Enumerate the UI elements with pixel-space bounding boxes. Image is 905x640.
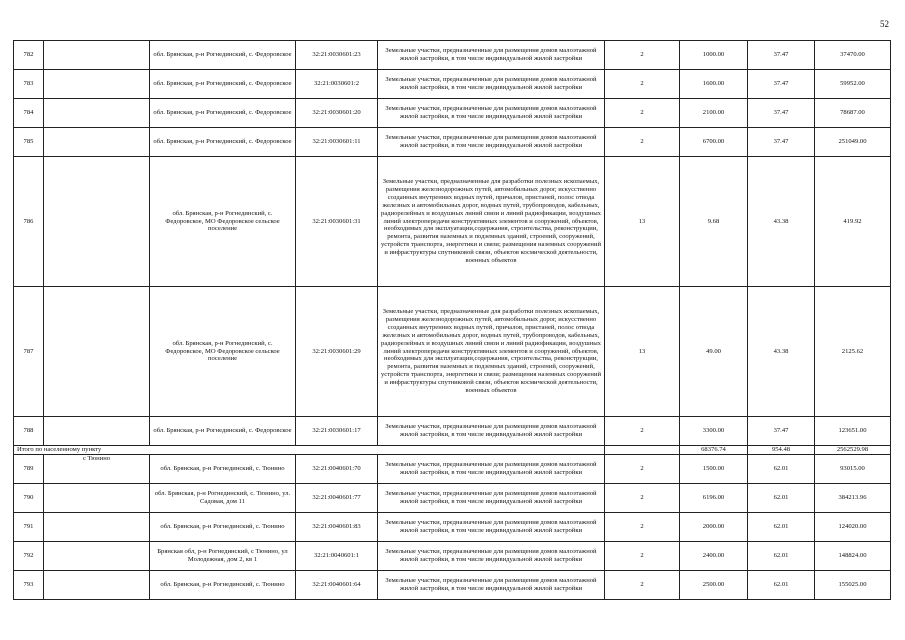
land-use-type: Земельные участки, предназначенные для размещения домов малоэтажной жилой застройки, в том числе индивидуальной жилой застройки [378, 455, 605, 484]
settlement-name [44, 41, 150, 70]
table-row [14, 41, 891, 70]
total-area: 68376.74 [680, 446, 748, 455]
specific-value-rate: 37.47 [748, 41, 815, 70]
parcel-area: 9.68 [680, 157, 748, 287]
parcel-address: обл. Брянская, р-н Рогнединский, с. Федоровское [150, 70, 296, 99]
settlement-name [44, 128, 150, 157]
parcel-address: обл. Брянская, р-н Рогнединский, с. Тюнино [150, 513, 296, 542]
settlement-name [44, 157, 150, 287]
cadastral-number: 32:21:0030601:11 [296, 128, 378, 157]
row-number: 782 [14, 41, 44, 70]
table-row [14, 70, 891, 99]
land-use-group: 2 [605, 417, 680, 446]
row-number: 792 [14, 542, 44, 571]
table-row [14, 542, 891, 571]
parcel-area: 3300.00 [680, 417, 748, 446]
land-use-group: 2 [605, 128, 680, 157]
settlement-name [44, 287, 150, 417]
specific-value-rate: 62.01 [748, 513, 815, 542]
cadastral-number: 32:21:0030601:23 [296, 41, 378, 70]
settlement-name [44, 70, 150, 99]
total-empty-cell [378, 446, 605, 455]
total-rate: 954.48 [748, 446, 815, 455]
cadastral-value: 251049.00 [815, 128, 891, 157]
land-use-group: 2 [605, 542, 680, 571]
parcel-area: 6700.00 [680, 128, 748, 157]
parcel-address: обл. Брянская, р-н Рогнединский, с. Федоровское, МО Федоровское сельское поселение [150, 157, 296, 287]
parcel-address: обл. Брянская, р-н Рогнединский, с. Тюнино [150, 455, 296, 484]
specific-value-rate: 37.47 [748, 417, 815, 446]
specific-value-rate: 62.01 [748, 455, 815, 484]
row-number: 787 [14, 287, 44, 417]
parcel-area: 49.00 [680, 287, 748, 417]
total-value: 2562529.98 [815, 446, 891, 455]
parcel-address: обл. Брянская, р-н Рогнединский, с. Федоровское [150, 41, 296, 70]
parcel-address: Брянская обл, р-н Рогнединский, с Тюнино, ул Молодежная, дом 2, кв 1 [150, 542, 296, 571]
land-use-type: Земельные участки, предназначенные для размещения домов малоэтажной жилой застройки, в том числе индивидуальной жилой застройки [378, 128, 605, 157]
cadastral-value: 384213.96 [815, 484, 891, 513]
cadastral-number: 32:21:0040601:77 [296, 484, 378, 513]
land-use-group: 2 [605, 484, 680, 513]
specific-value-rate: 37.47 [748, 128, 815, 157]
row-number: 788 [14, 417, 44, 446]
cadastral-number: 32:21:0030601:31 [296, 157, 378, 287]
land-use-type: Земельные участки, предназначенные для размещения домов малоэтажной жилой застройки, в том числе индивидуальной жилой застройки [378, 571, 605, 600]
land-use-group: 2 [605, 99, 680, 128]
specific-value-rate: 43.38 [748, 157, 815, 287]
specific-value-rate: 37.47 [748, 70, 815, 99]
cadastral-value: 2125.62 [815, 287, 891, 417]
cadastral-value: 124020.00 [815, 513, 891, 542]
parcel-area: 1600.00 [680, 70, 748, 99]
table-row [14, 157, 891, 287]
land-use-group: 2 [605, 571, 680, 600]
settlement-total-row [14, 446, 891, 455]
land-use-type: Земельные участки, предназначенные для разработки полезных ископаемых, размещения железнодорожных путей, автомобильных дорог, искусственно созданных внутренних водных путей, причалов, пристаней, полос отвода железных и автомобильных дорог, водных путей, трубопроводов, кабельных, радиорелейных и воздушных линий связи и линий радиофикации, воздушных линий электропередачи конструктивных элементов и сооружений, объектов, необходимых для эксплуатации,содержания, строительства, реконструкции, ремонта, развития наземных и подземных зданий, строений, сооружений, устройств транспорта, энергетики и связи; размещения наземных сооружений и инфраструктуры спутниковой связи, объектов космической деятельности, военных объектов [378, 157, 605, 287]
parcel-area: 2500.00 [680, 571, 748, 600]
land-use-type: Земельные участки, предназначенные для размещения домов малоэтажной жилой застройки, в том числе индивидуальной жилой застройки [378, 513, 605, 542]
parcel-address: обл. Брянская, р-н Рогнединский, с. Федоровское [150, 417, 296, 446]
land-use-type: Земельные участки, предназначенные для размещения домов малоэтажной жилой застройки, в том числе индивидуальной жилой застройки [378, 99, 605, 128]
table-row [14, 99, 891, 128]
cadastral-number: 32:21:0030601:2 [296, 70, 378, 99]
cadastral-number: 32:21:0030601:20 [296, 99, 378, 128]
specific-value-rate: 37.47 [748, 99, 815, 128]
parcel-address: обл. Брянская, р-н Рогнединский, с. Федоровское [150, 128, 296, 157]
parcel-area: 1000.00 [680, 41, 748, 70]
settlement-name [44, 542, 150, 571]
specific-value-rate: 62.01 [748, 571, 815, 600]
specific-value-rate: 62.01 [748, 542, 815, 571]
settlement-name [44, 417, 150, 446]
total-empty-cell [605, 446, 680, 455]
table-row [14, 484, 891, 513]
parcel-area: 6196.00 [680, 484, 748, 513]
cadastral-value: 123651.00 [815, 417, 891, 446]
settlement-name [44, 571, 150, 600]
land-use-type: Земельные участки, предназначенные для разработки полезных ископаемых, размещения железнодорожных путей, автомобильных дорог, искусственно созданных внутренних водных путей, причалов, пристаней, полос отвода железных и автомобильных дорог, водных путей, трубопроводов, кабельных, радиорелейных и воздушных линий связи и линий радиофикации, воздушных линий электропередачи конструктивных элементов и сооружений, объектов, необходимых для эксплуатации,содержания, строительства, реконструкции, ремонта, развития наземных и подземных зданий, строений, сооружений, устройств транспорта, энергетики и связи; размещения наземных сооружений и инфраструктуры спутниковой связи, объектов космической деятельности, военных объектов [378, 287, 605, 417]
parcel-address: обл. Брянская, р-н Рогнединский, с. Федоровское, МО Федоровское сельское поселение [150, 287, 296, 417]
cadastral-value: 155025.00 [815, 571, 891, 600]
land-use-type: Земельные участки, предназначенные для размещения домов малоэтажной жилой застройки, в том числе индивидуальной жилой застройки [378, 417, 605, 446]
land-use-group: 2 [605, 70, 680, 99]
cadastral-number: 32:21:0040601:70 [296, 455, 378, 484]
settlement-name [44, 513, 150, 542]
cadastral-value-table [13, 40, 891, 600]
cadastral-number: 32:21:0040601:83 [296, 513, 378, 542]
settlement-name: с Тюнино [44, 455, 150, 484]
table-row [14, 128, 891, 157]
parcel-address: обл. Брянская, р-н Рогнединский, с. Тюнино [150, 571, 296, 600]
row-number: 786 [14, 157, 44, 287]
specific-value-rate: 62.01 [748, 484, 815, 513]
cadastral-value: 59952.00 [815, 70, 891, 99]
settlement-name [44, 99, 150, 128]
land-use-type: Земельные участки, предназначенные для размещения домов малоэтажной жилой застройки, в том числе индивидуальной жилой застройки [378, 542, 605, 571]
cadastral-value: 37470.00 [815, 41, 891, 70]
cadastral-number: 32:21:0040601:1 [296, 542, 378, 571]
land-use-group: 13 [605, 157, 680, 287]
page-number: 52 [880, 19, 889, 29]
row-number: 790 [14, 484, 44, 513]
parcel-area: 1500.00 [680, 455, 748, 484]
parcel-address: обл. Брянская, р-н Рогнединский, с. Тюнино, ул. Садовая, дом 11 [150, 484, 296, 513]
parcel-area: 2100.00 [680, 99, 748, 128]
total-label: Итого по населенному пункту [14, 446, 378, 455]
row-number: 793 [14, 571, 44, 600]
land-use-type: Земельные участки, предназначенные для размещения домов малоэтажной жилой застройки, в том числе индивидуальной жилой застройки [378, 70, 605, 99]
specific-value-rate: 43.38 [748, 287, 815, 417]
cadastral-value: 419.92 [815, 157, 891, 287]
table-row [14, 513, 891, 542]
land-use-group: 2 [605, 41, 680, 70]
land-use-group: 2 [605, 455, 680, 484]
table-row [14, 287, 891, 417]
cadastral-value: 148824.00 [815, 542, 891, 571]
cadastral-number: 32:21:0030601:17 [296, 417, 378, 446]
parcel-address: обл. Брянская, р-н Рогнединский, с. Федоровское [150, 99, 296, 128]
cadastral-value: 93015.00 [815, 455, 891, 484]
table-row [14, 571, 891, 600]
cadastral-number: 32:21:0030601:29 [296, 287, 378, 417]
settlement-name [44, 484, 150, 513]
land-use-group: 2 [605, 513, 680, 542]
parcel-area: 2400.00 [680, 542, 748, 571]
table-row [14, 417, 891, 446]
land-use-type: Земельные участки, предназначенные для размещения домов малоэтажной жилой застройки, в том числе индивидуальной жилой застройки [378, 41, 605, 70]
table-row [14, 455, 891, 484]
parcel-area: 2000.00 [680, 513, 748, 542]
land-use-type: Земельные участки, предназначенные для размещения домов малоэтажной жилой застройки, в том числе индивидуальной жилой застройки [378, 484, 605, 513]
cadastral-number: 32:21:0040601:64 [296, 571, 378, 600]
row-number: 783 [14, 70, 44, 99]
row-number: 789 [14, 455, 44, 484]
cadastral-value: 78687.00 [815, 99, 891, 128]
row-number: 791 [14, 513, 44, 542]
row-number: 784 [14, 99, 44, 128]
land-use-group: 13 [605, 287, 680, 417]
row-number: 785 [14, 128, 44, 157]
